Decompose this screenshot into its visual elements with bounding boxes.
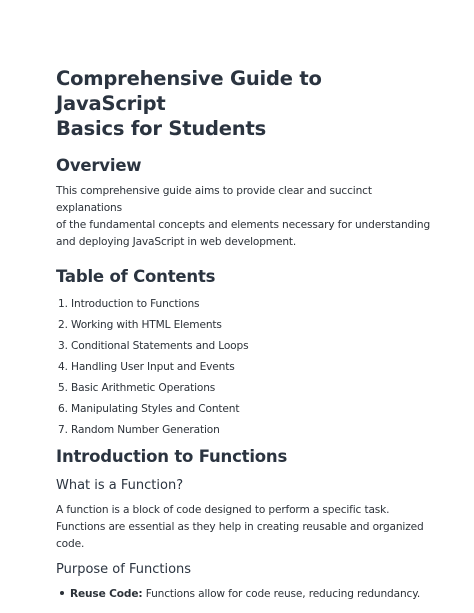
overview-line: This comprehensive guide aims to provide clear and succinct explanations [56, 185, 372, 214]
definition-line: Functions are essential as they help in creating reusable and organized [56, 521, 424, 533]
toc-item: 1. Introduction to Functions [58, 298, 200, 310]
purpose-bullet-list [56, 587, 434, 601]
function-definition-paragraph [56, 502, 434, 553]
definition-line: A function is a block of code designed to perform a specific task. [56, 504, 390, 516]
toc-item: 7. Random Number Generation [58, 424, 220, 436]
overview-line: and deploying JavaScript in web development. [56, 236, 297, 248]
what-is-function-heading: What is a Function? [56, 478, 184, 493]
toc-list [56, 297, 434, 444]
overview-line: of the fundamental concepts and elements necessary for understanding [56, 219, 431, 231]
title-line-1: Comprehensive Guide to JavaScript [56, 67, 322, 115]
toc-item: 5. Basic Arithmetic Operations [58, 382, 216, 394]
overview-paragraph [56, 183, 434, 251]
overview-heading: Overview [56, 156, 142, 175]
bullet-text: Functions allow for code reuse, reducing redundancy. [142, 588, 421, 600]
toc-item: 4. Handling User Input and Events [58, 361, 235, 373]
bullet-term: Reuse Code: [70, 588, 143, 600]
toc-item: 3. Conditional Statements and Loops [58, 340, 249, 352]
intro-functions-heading: Introduction to Functions [56, 447, 288, 466]
toc-heading: Table of Contents [56, 267, 216, 286]
definition-line: code. [56, 538, 85, 550]
toc-item: 6. Manipulating Styles and Content [58, 403, 240, 415]
toc-item: 2. Working with HTML Elements [58, 319, 222, 331]
document-title [56, 66, 434, 141]
purpose-functions-heading: Purpose of Functions [56, 562, 192, 577]
title-line-2: Basics for Students [56, 117, 266, 140]
bullet-item [60, 587, 434, 601]
bullet-dot-icon [60, 591, 64, 595]
